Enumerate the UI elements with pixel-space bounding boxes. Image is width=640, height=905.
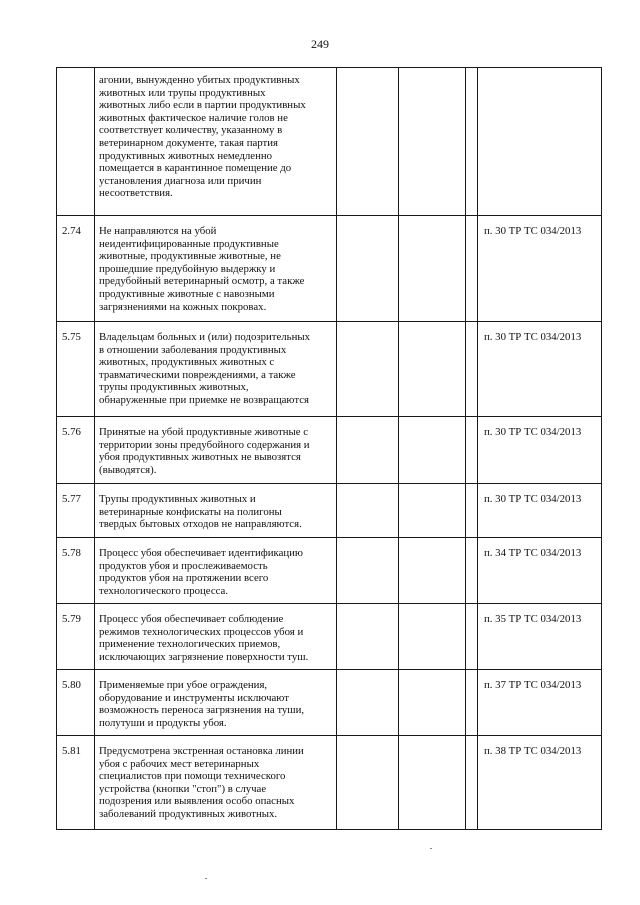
requirement-line: Принятые на убой продуктивные животные с: [99, 426, 309, 438]
empty-cell[interactable]: [466, 417, 478, 484]
empty-cell[interactable]: [466, 322, 478, 417]
empty-cell[interactable]: [466, 68, 478, 216]
requirement-line: Процесс убоя обеспечивает соблюдение: [99, 613, 284, 625]
legal-reference: п. 30 ТР ТС 034/2013: [478, 417, 602, 484]
requirement-line: убоя с рабочих мест ветеринарных: [99, 757, 260, 770]
item-number: 5.79: [57, 604, 95, 670]
requirement-text: [95, 670, 337, 736]
requirement-line: специалистов при помощи технического: [99, 770, 286, 783]
requirement-line: соответствует количеству, указанному в: [99, 124, 283, 137]
requirement-line: Трупы продуктивных животных и: [99, 493, 256, 505]
item-number: 5.75: [57, 322, 95, 417]
table-row: [57, 322, 602, 417]
empty-cell[interactable]: [399, 322, 466, 417]
table-row: [57, 670, 602, 736]
scan-speck: [205, 878, 207, 879]
empty-cell[interactable]: [466, 736, 478, 830]
requirement-line: несоответствия.: [99, 187, 173, 200]
requirement-line: агонии, вынужденно убитых продуктивных: [99, 74, 300, 86]
empty-cell[interactable]: [399, 484, 466, 538]
table-row: [57, 68, 602, 216]
table-body: [57, 68, 602, 830]
empty-cell[interactable]: [399, 216, 466, 322]
requirement-text: [95, 216, 337, 322]
legal-reference: п. 34 ТР ТС 034/2013: [478, 538, 602, 604]
item-number: 5.81: [57, 736, 95, 830]
requirement-text: [95, 484, 337, 538]
empty-cell[interactable]: [399, 736, 466, 830]
requirement-line: животных, продуктивных животных с: [99, 356, 275, 369]
requirement-line: твердых бытовых отходов не направляются.: [99, 518, 302, 531]
empty-cell[interactable]: [399, 417, 466, 484]
page-number: 249: [311, 37, 329, 51]
requirement-line: продуктов убоя и прослеживаемость: [99, 559, 268, 572]
requirement-line: Процесс убоя обеспечивает идентификацию: [99, 547, 304, 559]
requirements-table: [56, 67, 602, 830]
requirement-line: помещается в карантинное помещение до: [99, 162, 292, 175]
requirement-line: прошедшие предубойную выдержку и: [99, 262, 276, 275]
requirement-line: продуктов убоя на протяжении всего: [99, 572, 269, 585]
requirement-line: исключающих загрязнение поверхности туш.: [99, 650, 309, 663]
requirement-line: загрязнениями на кожных покровах.: [99, 300, 267, 313]
requirement-text: [95, 538, 337, 604]
requirement-line: в отношении заболевания продуктивных: [99, 343, 287, 356]
item-number: 5.76: [57, 417, 95, 484]
requirement-line: подозрения или выявления особо опасных: [99, 795, 295, 808]
legal-reference: п. 30 ТР ТС 034/2013: [478, 322, 602, 417]
requirement-line: Применяемые при убое ограждения,: [99, 679, 268, 691]
empty-cell[interactable]: [399, 68, 466, 216]
requirement-line: продуктивные животные с навозными: [99, 287, 275, 300]
requirement-line: возможность переноса загрязнения на туши,: [99, 704, 305, 717]
requirement-line: полутуши и продукты убоя.: [99, 716, 227, 729]
table-row: [57, 604, 602, 670]
requirement-text: [95, 322, 337, 417]
requirement-line: территории зоны предубойного содержания и: [99, 438, 310, 451]
requirement-line: животных или трупы продуктивных: [99, 86, 266, 99]
requirement-line: обнаруженные при приемке не возвращаются: [99, 393, 309, 406]
requirement-line: трупы продуктивных животных,: [99, 381, 249, 394]
table-row: [57, 216, 602, 322]
item-number: 2.74: [57, 216, 95, 322]
empty-cell[interactable]: [466, 604, 478, 670]
requirement-line: устройства (кнопки "стоп") в случае: [99, 782, 267, 795]
empty-cell[interactable]: [337, 538, 399, 604]
requirement-text: [95, 604, 337, 670]
empty-cell[interactable]: [337, 670, 399, 736]
requirement-line: убоя продуктивных животных не вывозятся: [99, 451, 301, 464]
table-row: [57, 538, 602, 604]
legal-reference: п. 37 ТР ТС 034/2013: [478, 670, 602, 736]
item-number: 5.78: [57, 538, 95, 604]
empty-cell[interactable]: [337, 216, 399, 322]
legal-reference: [478, 68, 602, 216]
requirement-line: животные, продуктивные животные, не: [99, 250, 281, 263]
empty-cell[interactable]: [466, 670, 478, 736]
empty-cell[interactable]: [337, 322, 399, 417]
table-row: [57, 417, 602, 484]
requirement-line: ветеринарные конфискаты на полигоны: [99, 505, 282, 518]
requirement-line: травматическими повреждениями, а также: [99, 368, 296, 381]
empty-cell[interactable]: [466, 538, 478, 604]
empty-cell[interactable]: [399, 670, 466, 736]
requirement-line: животных либо если в партии продуктивных: [99, 99, 306, 112]
requirement-line: применение технологических приемов,: [99, 638, 281, 651]
requirement-line: (выводятся).: [99, 463, 157, 476]
empty-cell[interactable]: [399, 538, 466, 604]
item-number: [57, 68, 95, 216]
empty-cell[interactable]: [337, 417, 399, 484]
requirement-line: ветеринарном документе, такая партия: [99, 136, 279, 149]
requirement-line: продуктивных животных немедленно: [99, 149, 273, 162]
empty-cell[interactable]: [337, 736, 399, 830]
legal-reference: п. 30 ТР ТС 034/2013: [478, 484, 602, 538]
requirement-text: [95, 68, 337, 216]
requirement-line: установления диагноза или причин: [99, 174, 262, 187]
empty-cell[interactable]: [337, 604, 399, 670]
empty-cell[interactable]: [337, 68, 399, 216]
empty-cell[interactable]: [399, 604, 466, 670]
requirement-line: Владельцам больных и (или) подозрительных: [99, 331, 311, 343]
empty-cell[interactable]: [337, 484, 399, 538]
empty-cell[interactable]: [466, 484, 478, 538]
requirement-text: [95, 736, 337, 830]
requirement-line: Не направляются на убой: [99, 225, 217, 237]
scan-speck: [430, 848, 432, 849]
table-row: [57, 736, 602, 830]
empty-cell[interactable]: [466, 216, 478, 322]
requirement-line: режимов технологических процессов убоя и: [99, 625, 304, 638]
legal-reference: п. 35 ТР ТС 034/2013: [478, 604, 602, 670]
item-number: 5.77: [57, 484, 95, 538]
table-row: [57, 484, 602, 538]
requirement-line: животных фактическое наличие голов не: [99, 111, 288, 124]
item-number: 5.80: [57, 670, 95, 736]
requirement-line: заболеваний продуктивных животных.: [99, 807, 278, 820]
requirement-line: оборудование и инструменты исключают: [99, 691, 289, 704]
requirement-line: технологического процесса.: [99, 584, 229, 597]
legal-reference: п. 30 ТР ТС 034/2013: [478, 216, 602, 322]
requirement-line: предубойный ветеринарный осмотр, а также: [99, 275, 305, 288]
requirement-line: Предусмотрена экстренная остановка линии: [99, 745, 304, 757]
requirement-text: [95, 417, 337, 484]
requirement-line: неидентифицированные продуктивные: [99, 237, 279, 250]
legal-reference: п. 38 ТР ТС 034/2013: [478, 736, 602, 830]
